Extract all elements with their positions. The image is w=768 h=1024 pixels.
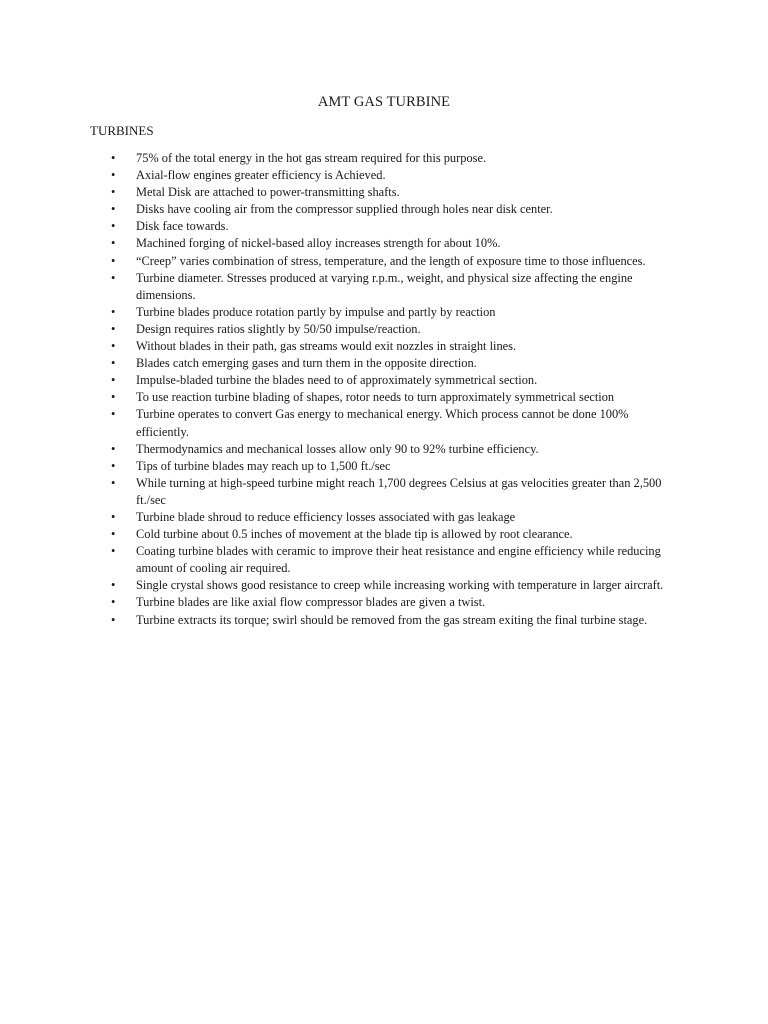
list-item-text: Turbine extracts its torque; swirl should be removed from the gas stream exiting the final turbine stage.	[136, 612, 648, 627]
list-item-text: Turbine blades produce rotation partly by impulse and partly by reaction	[136, 304, 496, 319]
list-item	[0, 389, 768, 406]
list-item	[0, 304, 768, 321]
bullet-icon: •	[111, 578, 116, 593]
list-item-text: Axial-flow engines greater efficiency is Achieved.	[136, 168, 386, 183]
list-item	[0, 577, 768, 594]
bullet-icon: •	[111, 270, 116, 285]
list-item	[0, 218, 768, 235]
list-item-text: To use reaction turbine blading of shapes, rotor needs to turn approximately symmetrical section	[136, 390, 615, 405]
bullet-icon: •	[111, 236, 116, 251]
list-item	[0, 338, 768, 355]
list-item	[0, 321, 768, 338]
list-item	[0, 167, 768, 184]
list-item-text: Cold turbine about 0.5 inches of movement at the blade tip is allowed by root clearance.	[136, 527, 573, 542]
list-item-text: Turbine blades are like axial flow compressor blades are given a twist.	[136, 595, 486, 610]
bullet-icon: •	[111, 509, 116, 524]
list-item	[0, 475, 768, 509]
list-item	[0, 253, 768, 270]
list-item-text: Disks have cooling air from the compressor supplied through holes near disk center.	[136, 202, 553, 217]
bullet-icon: •	[111, 595, 116, 610]
bullet-icon: •	[111, 527, 116, 542]
bullet-icon: •	[111, 253, 116, 268]
list-item	[0, 441, 768, 458]
bullet-icon: •	[111, 151, 116, 165]
section-heading: TURBINES	[90, 123, 154, 138]
list-item-text: Tips of turbine blades may reach up to 1,500 ft./sec	[136, 458, 391, 473]
bullet-icon: •	[111, 458, 116, 473]
bullet-icon: •	[111, 544, 116, 559]
list-item-text: Design requires ratios slightly by 50/50 impulse/reaction.	[136, 321, 421, 336]
list-item-text: Turbine diameter. Stresses produced at varying r.p.m., weight, and physical size affecting the engine dimensions.	[136, 270, 633, 302]
list-item-text: “Creep” varies combination of stress, temperature, and the length of exposure time to those influences.	[136, 253, 646, 268]
list-item	[0, 355, 768, 372]
bullet-icon: •	[111, 339, 116, 354]
list-item-text: Blades catch emerging gases and turn them in the opposite direction.	[136, 356, 477, 371]
bullet-icon: •	[111, 612, 116, 627]
list-item	[0, 270, 768, 304]
bullet-icon: •	[111, 304, 116, 319]
list-item-text: Coating turbine blades with ceramic to improve their heat resistance and engine efficiency while reducing amount of cooling air required.	[136, 544, 661, 576]
list-item	[0, 526, 768, 543]
list-item	[0, 509, 768, 526]
list-item-text: Thermodynamics and mechanical losses allow only 90 to 92% turbine efficiency.	[136, 441, 539, 456]
list-item	[0, 372, 768, 389]
bullet-icon: •	[111, 390, 116, 405]
list-item	[0, 543, 768, 577]
bullet-list	[0, 150, 768, 629]
list-item-text: 75% of the total energy in the hot gas stream required for this purpose.	[136, 151, 487, 165]
list-item	[0, 184, 768, 201]
list-item	[0, 594, 768, 611]
list-item-text: Single crystal shows good resistance to creep while increasing working with temperature in larger aircraft.	[136, 578, 664, 593]
bullet-icon: •	[111, 373, 116, 388]
list-item-text: Turbine operates to convert Gas energy to mechanical energy. Which process cannot be done 100% efficiently.	[136, 407, 629, 439]
bullet-icon: •	[111, 202, 116, 217]
list-item-text: Metal Disk are attached to power-transmitting shafts.	[136, 185, 400, 200]
bullet-icon: •	[111, 356, 116, 371]
bullet-icon: •	[111, 168, 116, 183]
page-title: AMT GAS TURBINE	[317, 94, 451, 110]
list-item	[0, 201, 768, 218]
list-item-text: Without blades in their path, gas streams would exit nozzles in straight lines.	[136, 339, 517, 354]
list-item-text: Impulse-bladed turbine the blades need to of approximately symmetrical section.	[136, 373, 538, 388]
list-item-text: Disk face towards.	[136, 219, 229, 234]
bullet-icon: •	[111, 185, 116, 200]
list-item-text: While turning at high-speed turbine might reach 1,700 degrees Celsius at gas velocities greater than 2,500 ft./sec	[136, 475, 662, 507]
list-item	[0, 235, 768, 252]
list-item	[0, 458, 768, 475]
bullet-icon: •	[111, 407, 116, 422]
bullet-icon: •	[111, 219, 116, 234]
list-item	[0, 612, 768, 629]
list-item	[0, 406, 768, 440]
bullet-icon: •	[111, 475, 116, 490]
bullet-icon: •	[111, 441, 116, 456]
list-item-text: Turbine blade shroud to reduce efficiency losses associated with gas leakage	[136, 509, 516, 524]
bullet-icon: •	[111, 321, 116, 336]
list-item-text: Machined forging of nickel-based alloy increases strength for about 10%.	[136, 236, 501, 251]
list-item	[0, 150, 768, 167]
